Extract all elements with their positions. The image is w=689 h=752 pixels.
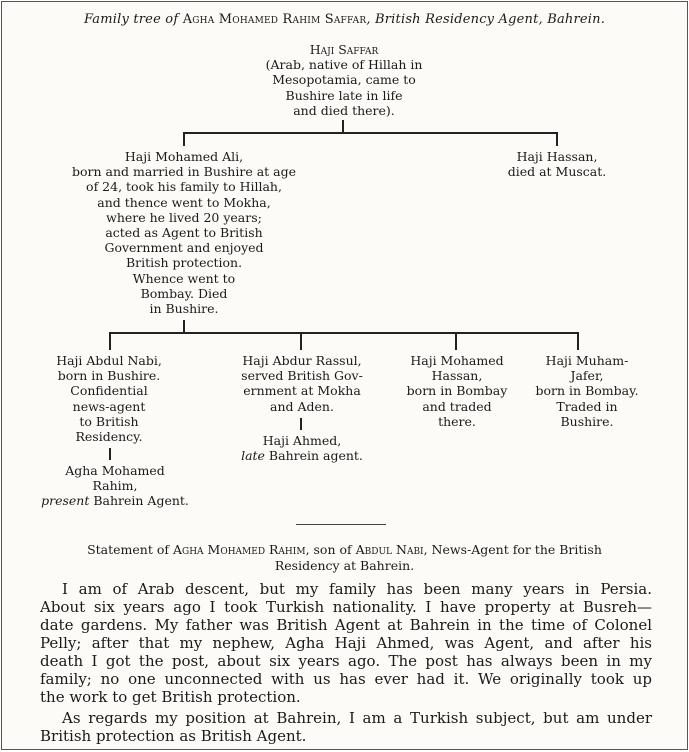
title-name: Agha Mohamed Rahim Saffar	[182, 12, 367, 27]
node-line: Hassan,	[431, 368, 483, 384]
root-line: (Arab, native of Hillah in	[265, 57, 423, 73]
node-line: there.	[438, 413, 476, 429]
tree-connector	[109, 448, 111, 460]
root-name: Haji Saffar	[309, 42, 379, 57]
node-line: Haji Mohamed Ali,	[124, 149, 244, 164]
node-line: Haji Muham-	[545, 353, 629, 368]
node-text: Bahrein agent.	[264, 448, 363, 464]
tree-node-agha-mohamed-rahim	[30, 463, 200, 509]
document-page	[1, 1, 688, 750]
body-line: family; no one unconnected with us has ever had it. We originally took up	[40, 670, 652, 688]
node-line: where he lived 20 years;	[106, 209, 262, 225]
body-line: the work to get British protection.	[40, 688, 301, 706]
node-line: Whence went to	[132, 270, 236, 286]
statement-heading-line1	[22, 542, 667, 558]
statement-heading	[22, 542, 667, 574]
node-line: Haji Hassan,	[516, 149, 598, 164]
heading-text: Statement of	[87, 542, 173, 557]
node-line: and Aden.	[270, 398, 334, 414]
body-line: As regards my position at Bahrein, I am a Turkish subject, but am under	[62, 709, 652, 727]
node-line: of 24, took his family to Hillah,	[86, 179, 282, 195]
node-line: Traded in	[556, 398, 618, 414]
body-line: About six years ago I took Turkish nationality. I have property at Busreh—	[40, 598, 652, 616]
tree-node-mohamed-hassan	[392, 353, 522, 429]
tree-connector	[577, 332, 579, 350]
present-word: present	[41, 493, 90, 509]
root-line: Bushire late in life	[285, 87, 403, 103]
tree-connector	[455, 332, 457, 350]
title-suffix: , British Residency Agent, Bahrein.	[366, 12, 606, 27]
tree-connector	[556, 132, 558, 146]
node-line: news-agent	[72, 398, 146, 414]
node-line: born and married in Bushire at age	[72, 164, 296, 180]
node-line: Residency.	[75, 429, 143, 445]
node-line: Jafer,	[570, 368, 604, 384]
node-line: born in Bombay	[406, 383, 508, 399]
heading-name: Agha Mohamed Rahim	[172, 542, 306, 557]
node-line: Bombay. Died	[140, 285, 228, 301]
tree-node-mohamed-ali	[68, 149, 300, 316]
body-line: Pelly; after that my nephew, Agha Haji Ahmed, was Agent, and after his	[40, 634, 652, 652]
node-line: to British	[79, 413, 139, 429]
node-line: Haji Abdur Rassul,	[242, 353, 362, 368]
body-line: death I got the post, about six years ago. The post has always been in my	[40, 652, 652, 670]
node-line: served British Gov-	[241, 368, 363, 384]
root-line: Mesopotamia, came to	[272, 72, 416, 88]
statement-body	[40, 580, 652, 745]
tree-connector	[109, 332, 111, 350]
body-line: British protection as British Agent.	[40, 727, 307, 745]
tree-node-muham-jafer	[522, 353, 652, 429]
tree-connector	[300, 418, 302, 430]
tree-node-haji-hassan	[492, 149, 622, 179]
title-prefix: Family tree of	[83, 12, 183, 27]
tree-connector	[109, 332, 578, 334]
node-line: acted as Agent to British	[105, 225, 263, 241]
tree-node-root	[244, 42, 444, 118]
node-line-last	[227, 448, 377, 463]
node-line: Haji Ahmed,	[262, 433, 342, 448]
node-line: Agha Mohamed	[65, 463, 165, 478]
node-line: British protection.	[125, 255, 243, 271]
statement-heading-line2: Residency at Bahrein.	[274, 558, 415, 573]
body-line: date gardens. My father was British Agent at Bahrein in the time of Colonel	[40, 616, 652, 634]
node-line: born in Bombay.	[535, 383, 639, 399]
node-line: in Bushire.	[149, 301, 219, 317]
section-divider	[296, 524, 386, 525]
body-line: I am of Arab descent, but my family has been many years in Persia.	[62, 580, 652, 598]
node-line: ernment at Mokha	[243, 383, 361, 399]
node-line: Haji Mohamed	[410, 353, 504, 368]
node-line: and thence went to Mokha,	[97, 194, 271, 210]
tree-connector	[183, 132, 557, 134]
tree-node-haji-ahmed	[227, 433, 377, 463]
heading-father: Abdul Nabi	[355, 542, 424, 557]
statement-paragraph-1	[40, 580, 652, 706]
node-line: Rahim,	[92, 478, 138, 494]
node-line: Haji Abdul Nabi,	[56, 353, 162, 368]
tree-node-abdur-rassul	[227, 353, 377, 414]
node-text: Bahrein Agent.	[89, 493, 189, 509]
node-line: Confidential	[70, 383, 148, 399]
late-word: late	[241, 448, 265, 464]
node-line: died at Muscat.	[507, 164, 607, 180]
root-line: and died there).	[293, 102, 395, 118]
heading-text: , News-Agent for the British	[423, 542, 602, 557]
tree-connector	[183, 320, 185, 332]
node-line: Government and enjoyed	[104, 240, 264, 256]
tree-connector	[300, 332, 302, 350]
heading-text: , son of	[305, 542, 356, 557]
node-line: Bushire.	[560, 413, 614, 429]
tree-connector	[342, 120, 344, 132]
statement-paragraph-2	[40, 709, 652, 745]
node-line-last	[30, 493, 200, 508]
tree-node-abdul-nabi	[34, 353, 184, 444]
family-tree-title	[2, 12, 687, 27]
node-line: and traded	[422, 398, 492, 414]
tree-connector	[183, 132, 185, 146]
node-line: born in Bushire.	[57, 368, 161, 384]
